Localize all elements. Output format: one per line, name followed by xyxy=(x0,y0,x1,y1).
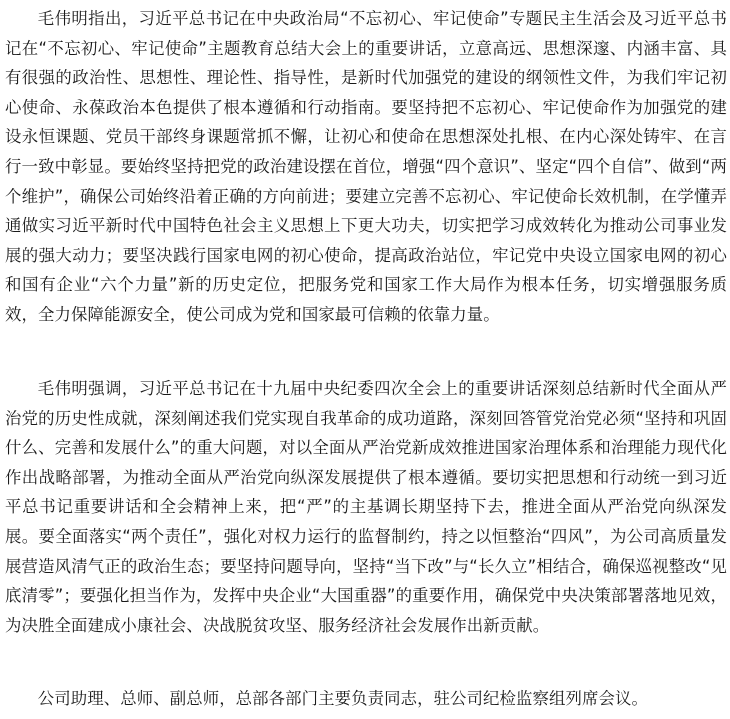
paragraph-1: 毛伟明指出，习近平总书记在中央政治局“不忘初心、牢记使命”专题民主生活会及习近平总书记在“不忘初心、牢记使命”主题教育总结大会上的重要讲话，立意高远、思想深邃、内涵丰富、具有很强的政治性、思想性、理论性、指导性，是新时代加强党的建设的纲领性文件，为我们牢记初心使命、永葆政治本色提供了根本遵循和行动指南。要坚持把不忘初心、牢记使命作为加强党的建设永恒课题、党员干部终身课题常抓不懈，让初心和使命在思想深处扎根、在内心深处铸牢、在言行一致中彰显。要始终坚持把党的政治建设摆在首位，增强“四个意识”、坚定“四个自信”、做到“两个维护”，确保公司始终沿着正确的方向前进；要建立完善不忘初心、牢记使命长效机制，在学懂弄通做实习近平新时代中国特色社会主义思想上下更大功夫，切实把学习成效转化为推动公司事业发展的强大动力；要坚决践行国家电网的初心使命，提高政治站位，牢记党中央设立国家电网的初心和国有企业“六个力量”新的历史定位，把服务党和国家工作大局作为根本任务，切实增强服务质效，全力保障能源安全，使公司成为党和国家最可信赖的依靠力量。 xyxy=(5,9,727,324)
paragraph-3: 公司助理、总师、副总师，总部各部门主要负责同志，驻公司纪检监察组列席会议。 xyxy=(37,689,648,708)
paragraph-2: 毛伟明强调，习近平总书记在十九届中央纪委四次全会上的重要讲话深刻总结新时代全面从严治党的历史性成就，深刻阐述我们党实现自我革命的成功道路，深刻回答管党治党必须“坚持和巩固什么、完善和发展什么”的重大问题，对以全面从严治党新成效推进国家治理体系和治理能力现代化作出战略部署，为推动全面从严治党向纵深发展提供了根本遵循。要切实把思想和行动统一到习近平总书记重要讲话和全会精神上来，把“严”的主基调长期坚持下去，推进全面从严治党向纵深发展。要全面落实“两个责任”，强化对权力运行的监督制约，持之以恒整治“四风”，为公司高质量发展营造风清气正的政治生态；要坚持问题导向，坚持“当下改”与“长久立”相结合，确保巡视整改“见底清零”；要强化担当作为，发挥中央企业“大国重器”的重要作用，确保党中央决策部署落地见效，为决胜全面建成小康社会、决战脱贫攻坚、服务经济社会发展作出新贡献。 xyxy=(5,379,727,635)
